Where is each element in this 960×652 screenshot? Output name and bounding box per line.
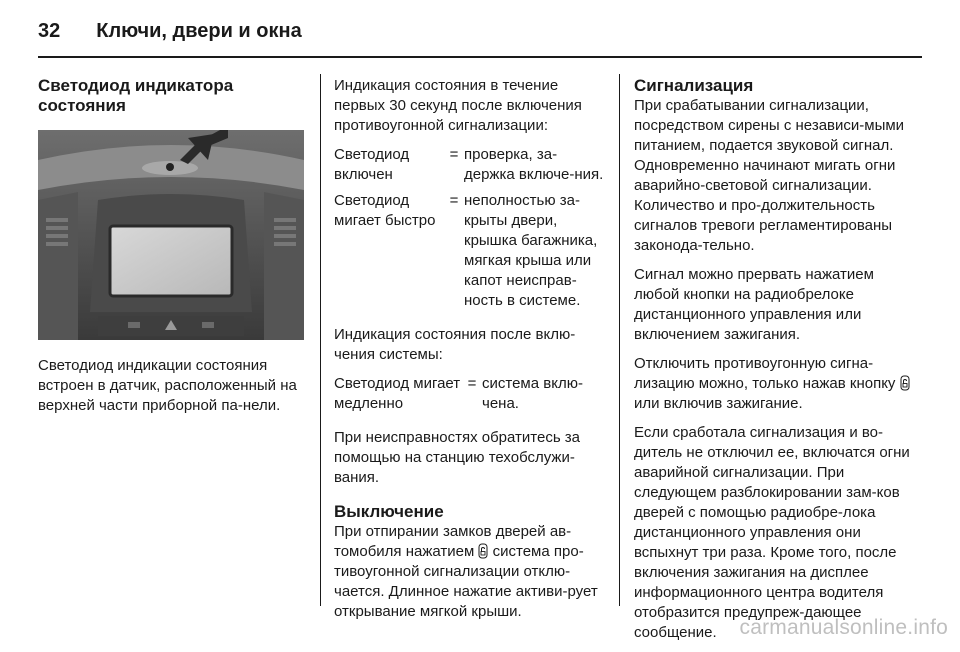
page-number: 32: [38, 20, 61, 42]
status-value: проверка, за-держка включе-ния.: [464, 146, 604, 183]
status-key: Светодиод включен: [334, 146, 410, 183]
section-heading-off: Выключение: [334, 502, 444, 521]
status-intro-2: Индикация состояния после вклю-чения системы:: [334, 326, 576, 363]
header-rule: [38, 56, 922, 58]
fault-text: При неисправностях обратитесь за помощью на станцию техобслужи-вания.: [334, 429, 581, 486]
status-row-on: [334, 145, 604, 185]
unlock-key-icon: [900, 375, 910, 391]
status-row-slow: [334, 374, 604, 414]
column-divider-1: [320, 74, 321, 606]
alarm-text-4: Если сработала сигнализация и во-дитель не отключил ее, включатся огни аварийной сигнализации. При следующем разблокировании зам-ков дверей с помощью радиобре-лока дистанционного управления они вспыхнут три раза. Кроме того, после включения зажигания на дисплее информационного центра водителя отобразится предупреж-дающее сообщение.: [634, 424, 910, 641]
status-key: Светодиод мигает медленно: [334, 375, 461, 412]
status-row-fast: [334, 191, 604, 311]
status-value: неполностью за-крыты двери, крышка багажника, мягкая крыша или капот неисправ-ность в системе.: [464, 192, 598, 309]
section-heading-alarm: Сигнализация: [634, 76, 754, 95]
column-divider-2: [619, 74, 620, 606]
chapter-title: Ключи, двери и окна: [96, 20, 302, 42]
page-header: [38, 20, 302, 43]
equals-sign: =: [449, 192, 459, 209]
column-1: [38, 76, 304, 425]
unlock-key-icon: [478, 543, 488, 559]
equals-sign: =: [449, 146, 459, 163]
column-3: [634, 76, 922, 652]
alarm-text-part: или включив зажигание.: [634, 395, 803, 412]
off-text: [334, 522, 604, 622]
alarm-text-2: Сигнал можно прервать нажатием любой кнопки на радиобрелоке дистанционного управления или включением зажигания.: [634, 266, 874, 343]
alarm-text-3: [634, 354, 922, 414]
dashboard-led-photo: [38, 130, 304, 340]
led-caption: Светодиод индикации состояния встроен в датчик, расположенный на верхней части приборной па-нели.: [38, 357, 297, 414]
off-text-part: При отпирании замков дверей ав-томобиля нажатием: [334, 523, 572, 560]
status-value: система вклю-чена.: [482, 375, 583, 412]
alarm-text-1: При срабатывании сигнализации, посредством сирены с независи-мыми питанием, подается звуковой сигнал. Одновременно начинают мигать огни аварийно-световой сигнализации. Количество и про-должительность сигналов тревоги регламентированы законода-тельно.: [634, 97, 905, 254]
section-heading-led: Светодиод индикатора состояния: [38, 76, 234, 115]
watermark: carmanualsonline.info: [739, 616, 948, 639]
equals-sign: =: [467, 375, 477, 392]
off-text-part: система про-тивоугонной сигнализации отклю-чается. Длинное нажатие активи-рует открывание мягкой крыши.: [334, 543, 598, 620]
status-key: Светодиод мигает быстро: [334, 192, 436, 229]
column-2: [334, 76, 604, 631]
alarm-text-part: Отключить противоугонную сигна-лизацию можно, только нажав кнопку: [634, 355, 900, 392]
status-intro: Индикация состояния в течение первых 30 секунд после включения противоугонной сигнализации:: [334, 77, 582, 134]
